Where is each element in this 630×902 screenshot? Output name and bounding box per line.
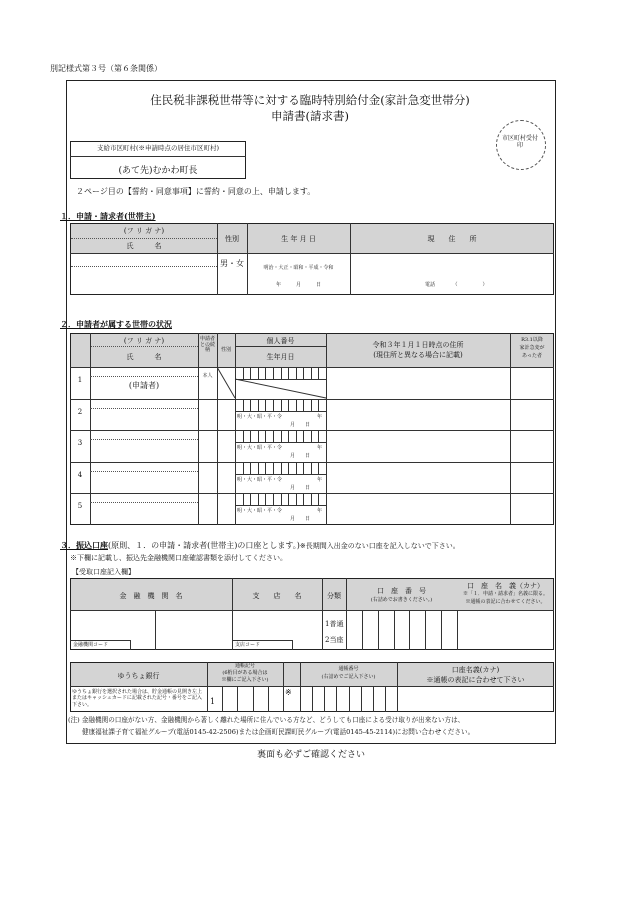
s2-birth-header: 生年月日 <box>266 353 295 361</box>
s2-address-header-1: 令和３年１月１日時点の住所 <box>372 341 464 349</box>
yucho-note: ゆうちょ銀行を選択された場合は、貯金通帳の見開き左上またはキャッシュカードに記載された記号・番号をご記入下さい。 <box>72 689 203 708</box>
s3-holder-note-2: ※通帳の表記に合わせてください。 <box>465 599 546 605</box>
yucho-prefix: 1 <box>210 697 216 706</box>
section2-heading: ２．申請者が属する世帯の状況 <box>60 319 172 329</box>
s1-date-units: 年 月 日 <box>275 282 321 288</box>
yucho-number-header-2: (右詰めでご記入下さい) <box>321 674 376 680</box>
s3-heading-rest: (原則、１．の申請・請求者(世帯主)の口座とします。) <box>108 541 300 550</box>
s3-account-header: 口 座 番 号 <box>377 587 426 595</box>
s1-address-header: 現 住 所 <box>427 235 477 243</box>
yucho-label: ゆうちょ銀行 <box>117 672 160 680</box>
s2-relation-header: 申請者との続柄 <box>199 336 215 353</box>
household-row1-name: (申請者) <box>128 381 160 390</box>
s2-address-header-2: (現住所と異なる場合に記載) <box>373 351 463 359</box>
household-year-unit: 年 <box>317 476 323 483</box>
s3-heading-note: ※長期間入出金のない口座を記入しないで下さい。 <box>299 542 460 550</box>
s1-furigana-header: (フ リ ガ ナ) <box>123 227 165 235</box>
household-row-number: 4 <box>77 470 83 479</box>
household-date-units: 月 日 <box>290 421 311 428</box>
section3-heading <box>60 540 460 551</box>
type-option-1[interactable]: 1普通 <box>325 620 344 628</box>
type-option-2[interactable]: 2当座 <box>325 636 344 644</box>
reception-stamp-label: 市区町村受付印 <box>502 135 539 149</box>
s1-gender-header: 性別 <box>225 235 239 243</box>
household-year-unit: 年 <box>317 508 323 515</box>
household-era-options[interactable]: 明・大・昭・平・令 <box>237 445 283 452</box>
s3-account-note: (右詰めでお書きください。) <box>370 597 433 603</box>
household-date-units: 月 日 <box>290 453 311 460</box>
s1-phone-label: 電話 （ ） <box>425 282 488 288</box>
s2-mynumber-header: 個人番号 <box>266 337 295 345</box>
s1-gender-value[interactable]: 男・女 <box>220 259 244 268</box>
s1-era-options[interactable]: 明治・大正・昭和・平成・令和 <box>263 265 334 271</box>
household-date-units: 月 日 <box>290 516 311 523</box>
s3-bank-header: 金 融 機 関 名 <box>119 592 183 600</box>
s2-change-header-2: 家計急変が <box>519 345 545 351</box>
s3-holder-note-1: ※「１．申請・請求者」名義に限る。 <box>462 591 548 597</box>
footer-note-2: 健康福祉課子育て福祉グループ(電話0145-42-2506)または企画町民課町民グループ(電話0145-45-2114)にお問い合わせください。 <box>82 728 475 736</box>
s2-name-header: 氏 名 <box>126 353 162 361</box>
branch-code-label: 支店コード <box>235 642 261 648</box>
household-row-number: 3 <box>77 439 83 448</box>
yucho-asterisk: ※ <box>285 688 292 697</box>
s2-furigana-header: (フ リ ガ ナ) <box>123 337 165 345</box>
section1-heading: １．申請・請求者(世帯主) <box>60 211 156 221</box>
municipality-label: 支給市区町村(※申請時点の居住市区町村) <box>96 144 220 152</box>
footer-note-1: (注) 金融機関の口座がない方、金融機関から著しく離れた場所に住んでいる方など、どうしても口座による受け取りが出来ない方は、 <box>68 716 465 724</box>
yucho-symbol-header-1: 通帳記号 <box>234 663 255 669</box>
household-row1-relation: 本人 <box>202 373 213 379</box>
s2-change-header-1: R3.1以降 <box>521 337 543 343</box>
household-era-options[interactable]: 明・大・昭・平・令 <box>237 508 283 515</box>
household-era-options[interactable]: 明・大・昭・平・令 <box>237 476 283 483</box>
yucho-symbol-header-3: ※欄にご記入下さい) <box>221 677 269 683</box>
household-row-number: 1 <box>77 376 83 384</box>
s3-heading-main: ３．振込口座 <box>60 540 108 550</box>
back-note: 裏面も必ずご確認ください <box>256 750 365 760</box>
s3-type-header: 分類 <box>327 592 341 600</box>
municipality-value[interactable]: (あて先)むかわ町長 <box>118 166 198 176</box>
household-era-options[interactable]: 明・大・昭・平・令 <box>237 413 283 420</box>
household-date-units: 月 日 <box>290 484 311 491</box>
yucho-holder-header-2: ※通帳の表記に合わせて下さい <box>426 676 525 684</box>
s3-attach-note: ※下欄に記載し、振込先金融機関口座確認書類を添付してください。 <box>70 554 287 562</box>
household-year-unit: 年 <box>317 445 323 452</box>
form-subtitle: 申請書(請求書) <box>271 109 349 123</box>
s3-subheading: 【受取口座記入欄】 <box>72 568 135 576</box>
form-number: 別記様式第３号（第６条関係） <box>50 64 162 73</box>
household-row-number: 5 <box>77 502 83 511</box>
household-row-number: 2 <box>77 407 83 416</box>
yucho-number-header-1: 通帳番号 <box>338 666 359 672</box>
household-year-unit: 年 <box>317 413 323 420</box>
consent-instruction: ２ページ目の【誓約・同意事項】に誓約・同意の上、申請します。 <box>76 187 316 196</box>
yucho-symbol-header-2: (6桁目がある場合は <box>222 670 268 676</box>
s3-holder-header: 口 座 名 義（カナ） <box>467 582 544 590</box>
s2-gender-header: 性別 <box>220 347 231 353</box>
s1-birth-header: 生 年 月 日 <box>281 235 316 243</box>
s1-name-header: 氏 名 <box>126 242 162 250</box>
yucho-holder-header-1: 口座名義(カナ) <box>451 666 500 674</box>
bank-code-label: 金融機関コード <box>73 642 109 648</box>
s2-change-header-3: あった者 <box>522 353 542 359</box>
s3-branch-header: 支 店 名 <box>252 592 302 600</box>
form-title: 住民税非課税世帯等に対する臨時特別給付金(家計急変世帯分) <box>150 93 470 107</box>
